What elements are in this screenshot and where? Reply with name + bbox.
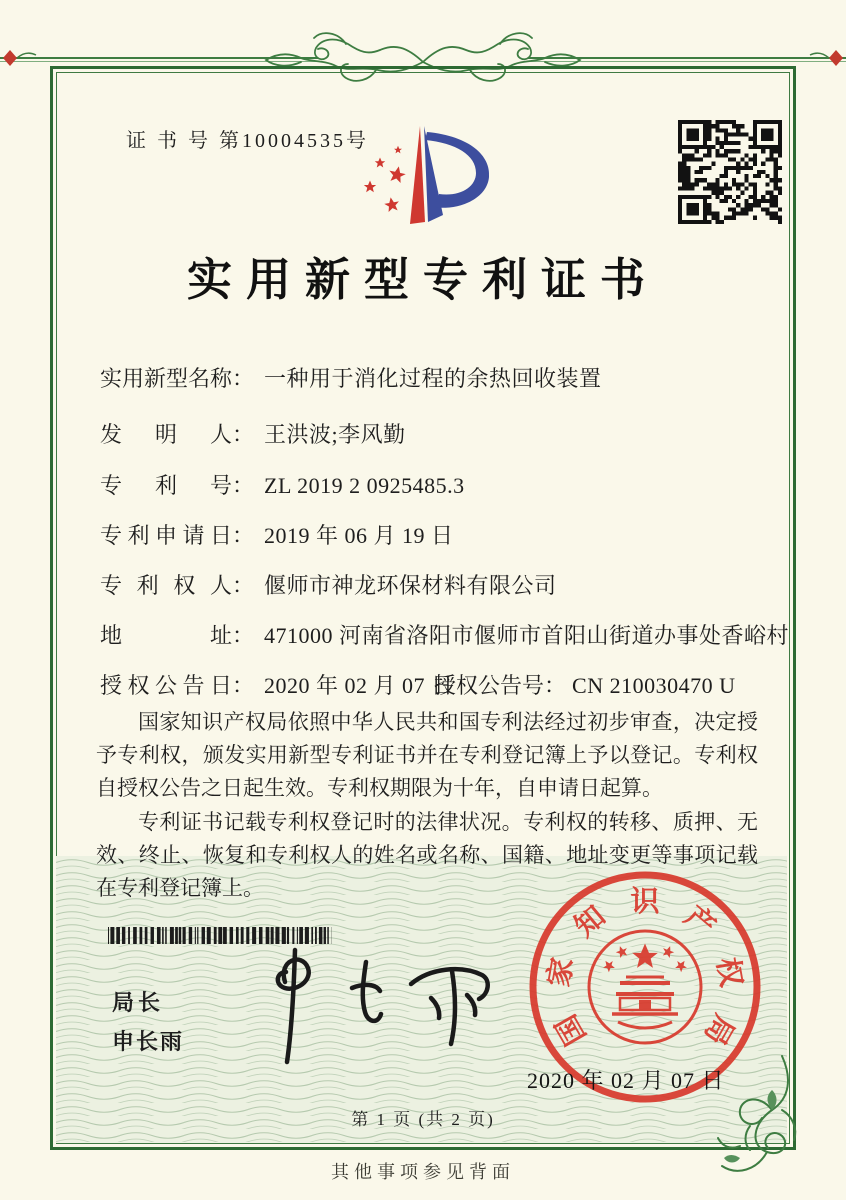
cnipa-logo-icon <box>348 112 508 237</box>
field-value: 2020 年 02 月 07 日 <box>264 673 454 698</box>
certificate-title: 实用新型专利证书 <box>186 255 659 305</box>
field-label: 专利号 <box>100 473 232 498</box>
page-indicator: 第 1 页 (共 2 页) <box>351 1110 495 1129</box>
field-row-inventors: 发明人： 王洪波;李风勤 <box>100 418 406 449</box>
signer-title: 局长 <box>112 990 165 1015</box>
field-label: 实用新型名称 <box>100 366 233 391</box>
signer-name: 申长雨 <box>112 1029 185 1054</box>
svg-text:权: 权 <box>710 955 747 990</box>
signature-handwriting <box>228 938 498 1068</box>
svg-text:家: 家 <box>543 955 580 990</box>
field-label: 授权公告日 <box>100 673 232 698</box>
seal-date: 2020 年 02 月 07 日 <box>527 1068 725 1093</box>
field-label: 专利申请日 <box>100 523 232 548</box>
back-note: 其他事项参见背面 <box>331 1162 515 1182</box>
field-row-patent-number: 专利号： ZL 2019 2 0925485.3 <box>100 469 465 500</box>
field-label: 授权公告号 <box>434 673 545 698</box>
field-value: 王洪波;李风勤 <box>264 422 406 447</box>
field-label: 地址 <box>100 623 232 648</box>
field-value: 偃师市神龙环保材料有限公司 <box>264 573 557 598</box>
svg-text:知: 知 <box>568 900 612 944</box>
svg-text:局: 局 <box>697 1008 740 1051</box>
field-row-grant-date: 授权公告日： 2020 年 02 月 07 日 授权公告号： CN 210030470 U <box>100 669 454 700</box>
field-label: 专利权人 <box>100 573 232 598</box>
field-row-utility-model-name: 实用新型名称： 一种用于消化过程的余热回收装置 <box>100 362 602 393</box>
field-value: CN 210030470 U <box>572 673 736 698</box>
legal-paragraph-1: 国家知识产权局依照中华人民共和国专利法经过初步审查，决定授予专利权，颁发实用新型专利证书并在专利登记簿上予以登记。专利权自授权公告之日起生效。专利权期限为十年，自申请日起算。 <box>96 710 758 801</box>
svg-text:国: 国 <box>550 1008 593 1051</box>
legal-paragraph-2: 专利证书记载专利权登记时的法律状况。专利权的转移、质押、无效、终止、恢复和专利权人的姓名或名称、国籍、地址变更等事项记载在专利登记簿上。 <box>96 809 758 900</box>
field-value: ZL 2019 2 0925485.3 <box>264 473 465 498</box>
qr-code <box>678 120 782 224</box>
field-value: 一种用于消化过程的余热回收装置 <box>264 366 602 391</box>
seal-text <box>542 885 748 1051</box>
field-row-grant-number: 授权公告号： CN 210030470 U <box>434 673 736 698</box>
svg-text:产: 产 <box>678 900 722 944</box>
field-row-patentee: 专利权人： 偃师市神龙环保材料有限公司 <box>100 569 557 600</box>
field-value: 2019 年 06 月 19 日 <box>264 523 454 548</box>
field-label: 发明人 <box>100 422 232 447</box>
field-value: 471000 河南省洛阳市偃师市首阳山街道办事处香峪村 <box>264 623 790 648</box>
field-row-filing-date: 专利申请日： 2019 年 06 月 19 日 <box>100 519 454 550</box>
certificate-number: 证 书 号 第10004535号 <box>126 130 369 152</box>
field-row-address: 地址： 471000 河南省洛阳市偃师市首阳山街道办事处香峪村 <box>100 619 789 650</box>
svg-text:识: 识 <box>630 886 660 918</box>
